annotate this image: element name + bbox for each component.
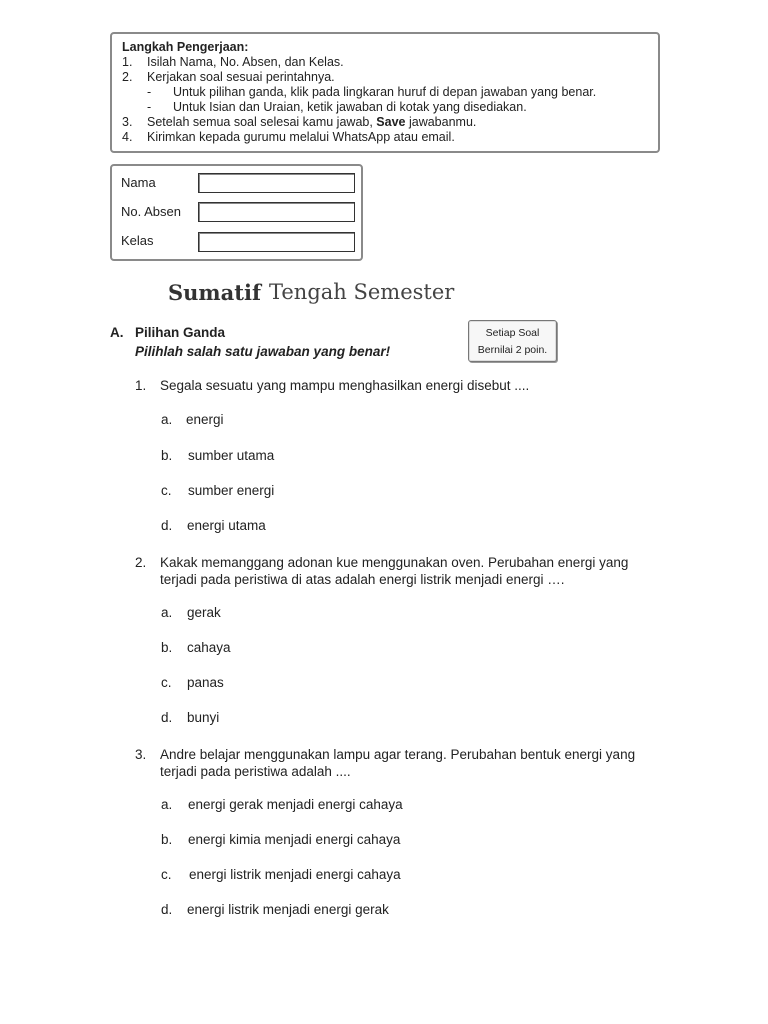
title-part-1: Sumatif [168,280,261,305]
option-text: energi kimia menjadi energi cahaya [188,832,401,847]
question-text-line-2: terjadi pada peristiwa di atas adalah energi listrik menjadi energi …. [160,572,565,587]
option-letter: a. [161,797,173,812]
instructions-title: Langkah Pengerjaan: [122,40,249,54]
section-heading: Pilihan Ganda [135,325,226,340]
question-number: 3. [135,747,147,762]
title-part-2: Tengah Semester [269,280,455,304]
step-number: 2. [122,70,133,84]
step-text: Kerjakan soal sesuai perintahnya. [147,70,335,84]
section-instruction: Pilihlah salah satu jawaban yang benar! [135,344,391,359]
option-text: energi listrik menjadi energi gerak [187,902,389,917]
option-letter: b. [161,448,173,463]
score-line-2: Bernilai 2 poin. [477,344,548,356]
question-number: 2. [135,555,147,570]
option-letter: b. [161,832,173,847]
option-text: energi listrik menjadi energi cahaya [189,867,401,882]
nama-label: Nama [121,175,156,190]
option-letter: d. [161,902,173,917]
absen-field[interactable] [198,202,355,222]
section-letter: A. [110,325,124,340]
step-text: Isilah Nama, No. Absen, dan Kelas. [147,55,344,69]
option-text: cahaya [187,640,231,655]
option-text: bunyi [187,710,220,725]
option-text: energi utama [187,518,266,533]
option-text: sumber utama [188,448,275,463]
kelas-label: Kelas [121,233,154,248]
option-text: sumber energi [188,483,275,498]
option-letter: c. [161,675,172,690]
step-number: 4. [122,130,133,144]
option-letter: b. [161,640,173,655]
nama-field[interactable] [198,173,355,193]
question-text-line-1: Andre belajar menggunakan lampu agar terang. Perubahan bentuk energi yang [160,747,636,762]
option-text: gerak [187,605,221,620]
option-letter: a. [161,412,173,427]
substep-dash: - [147,85,152,99]
step-text: Kirimkan kepada gurumu melalui WhatsApp atau email. [147,130,455,144]
instruction-step [122,115,658,130]
instruction-step [122,130,658,145]
step-text-bold: Save [376,115,406,129]
instruction-step [122,70,658,85]
question-text-line-1: Kakak memanggang adonan kue menggunakan oven. Perubahan energi yang [160,555,629,570]
step-number: 3. [122,115,133,129]
question-number: 1. [135,378,147,393]
option-text: panas [187,675,224,690]
identity-box [110,164,363,261]
step-text-after: jawabanmu. [405,115,477,129]
step-text-before: Setelah semua soal selesai kamu jawab, [147,115,377,129]
absen-label: No. Absen [121,204,181,219]
option-letter: d. [161,710,173,725]
option-text: energi gerak menjadi energi cahaya [188,797,403,812]
instruction-step [122,55,658,70]
step-number: 1. [122,55,133,69]
option-letter: c. [161,483,172,498]
substep-dash: - [147,100,152,114]
step-text [147,115,476,130]
score-line-1: Setiap Soal [485,327,540,339]
option-text: energi [186,412,224,427]
substep-text: Untuk Isian dan Uraian, ketik jawaban di kotak yang disediakan. [173,100,527,114]
option-letter: d. [161,518,173,533]
option-letter: c. [161,867,172,882]
instruction-substep [122,100,658,115]
substep-text: Untuk pilihan ganda, klik pada lingkaran huruf di depan jawaban yang benar. [173,85,597,99]
kelas-field[interactable] [198,232,355,252]
question-text: Segala sesuatu yang mampu menghasilkan energi disebut .... [160,378,530,393]
instruction-substep [122,85,658,100]
instructions-box [110,32,660,153]
question-text-line-2: terjadi pada peristiwa adalah .... [160,764,351,779]
option-letter: a. [161,605,173,620]
score-note-box [468,320,557,362]
